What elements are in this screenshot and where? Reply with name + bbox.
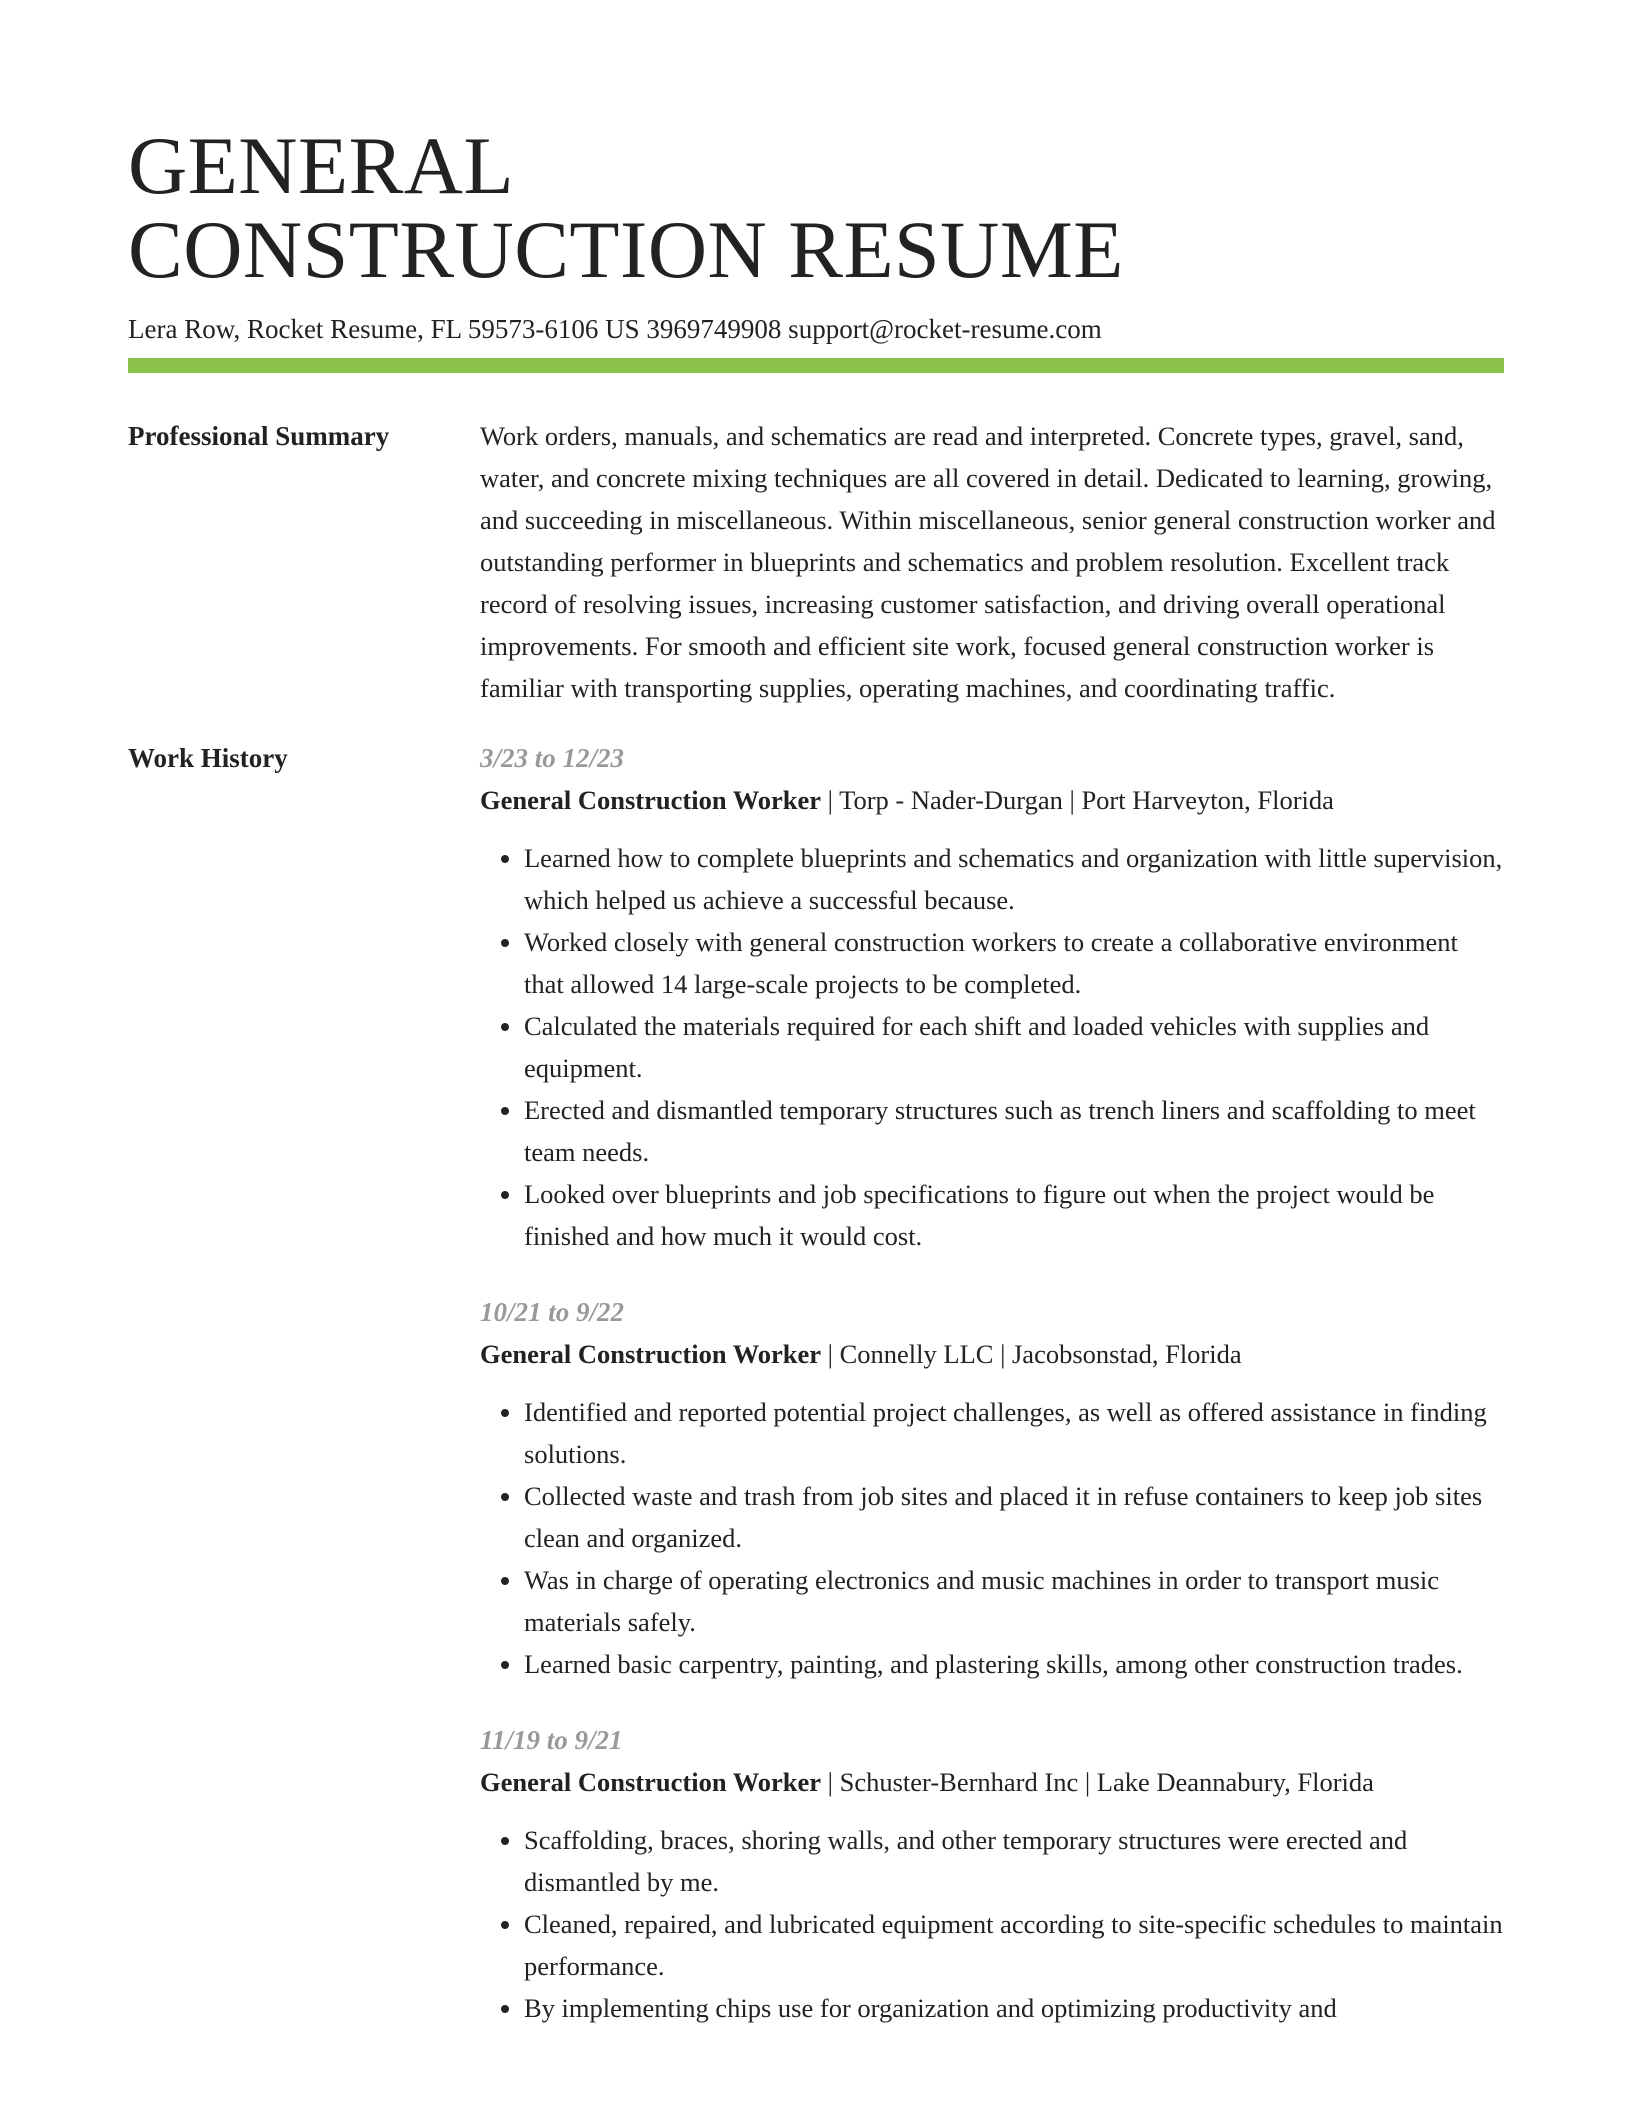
job-dates: 11/19 to 9/21 xyxy=(480,1725,623,1755)
job-title: General Construction Worker xyxy=(480,1339,822,1369)
job-employer-location: | Torp - Nader-Durgan | Port Harveyton, Florida xyxy=(821,785,1334,815)
job-bullet: • Worked closely with general construction workers to create a collaborative environment that allowed 14 large-scale projects to be completed. xyxy=(524,921,1504,1005)
job-bullet: • Cleaned, repaired, and lubricated equipment according to site-specific schedules to maintain performance. xyxy=(524,1903,1504,1987)
work-history-body xyxy=(480,737,1504,2063)
job-entry xyxy=(480,1719,1504,2029)
job-heading xyxy=(480,1761,1504,1803)
job-dates: 3/23 to 12/23 xyxy=(480,743,625,773)
job-title: General Construction Worker xyxy=(480,785,822,815)
job-bullets xyxy=(480,1391,1504,1685)
work-history-section xyxy=(128,743,1504,2063)
job-bullet: • Scaffolding, braces, shoring walls, and other temporary structures were erected and dismantled by me. xyxy=(524,1819,1504,1903)
job-bullets xyxy=(480,1819,1504,2029)
job-employer-location: | Connelly LLC | Jacobsonstad, Florida xyxy=(821,1339,1242,1369)
job-entry xyxy=(480,1291,1504,1685)
job-bullet: • Was in charge of operating electronics and music machines in order to transport music materials safely. xyxy=(524,1559,1504,1643)
job-bullet: • Collected waste and trash from job sites and placed it in refuse containers to keep job sites clean and organized. xyxy=(524,1475,1504,1559)
job-dates: 10/21 to 9/22 xyxy=(480,1297,625,1327)
section-label-professional-summary: Professional Summary xyxy=(128,421,390,451)
resume-page xyxy=(128,120,1504,2063)
job-bullet: • Looked over blueprints and job specifications to figure out when the project would be finished and how much it would cost. xyxy=(524,1173,1504,1257)
job-bullet: • Calculated the materials required for each shift and loaded vehicles with supplies and equipment. xyxy=(524,1005,1504,1089)
job-bullet: • By implementing chips use for organization and optimizing productivity and xyxy=(524,1987,1504,2029)
job-bullet: • Learned how to complete blueprints and schematics and organization with little supervision, which helped us achieve a successful because. xyxy=(524,837,1504,921)
job-employer-location: | Schuster-Bernhard Inc | Lake Deannabury, Florida xyxy=(821,1767,1374,1797)
job-bullet: • Erected and dismantled temporary structures such as trench liners and scaffolding to meet team needs. xyxy=(524,1089,1504,1173)
job-entry xyxy=(480,737,1504,1257)
job-heading xyxy=(480,779,1504,821)
summary-body xyxy=(480,415,1504,709)
job-bullet: • Learned basic carpentry, painting, and plastering skills, among other construction trades. xyxy=(524,1643,1504,1685)
job-bullet: • Identified and reported potential project challenges, as well as offered assistance in finding solutions. xyxy=(524,1391,1504,1475)
job-title: General Construction Worker xyxy=(480,1767,822,1797)
resume-title xyxy=(128,120,1504,295)
professional-summary-section xyxy=(128,421,1504,709)
job-heading xyxy=(480,1333,1504,1375)
resume-title-line-2: CONSTRUCTION RESUME xyxy=(128,204,1124,295)
summary-text: Work orders, manuals, and schematics are read and interpreted. Concrete types, gravel, sand, water, and concrete mixing techniques are all covered in detail. Dedicated to learning, growing, and succeeding in miscellaneous. Within miscellaneous, senior general construction worker and outstanding performer in blueprints and schematics and problem resolution. Excellent track record of resolving issues, increasing customer satisfaction, and driving overall operational improvements. For smooth and efficient site work, focused general construction worker is familiar with transporting supplies, operating machines, and coordinating traffic. xyxy=(480,421,1496,703)
section-label-work-history: Work History xyxy=(128,743,288,773)
contact-info: Lera Row, Rocket Resume, FL 59573-6106 US 3969749908 support@rocket-resume.com xyxy=(128,314,1102,344)
job-bullets xyxy=(480,837,1504,1257)
accent-divider xyxy=(128,358,1504,373)
resume-title-line-1: GENERAL xyxy=(128,120,515,211)
